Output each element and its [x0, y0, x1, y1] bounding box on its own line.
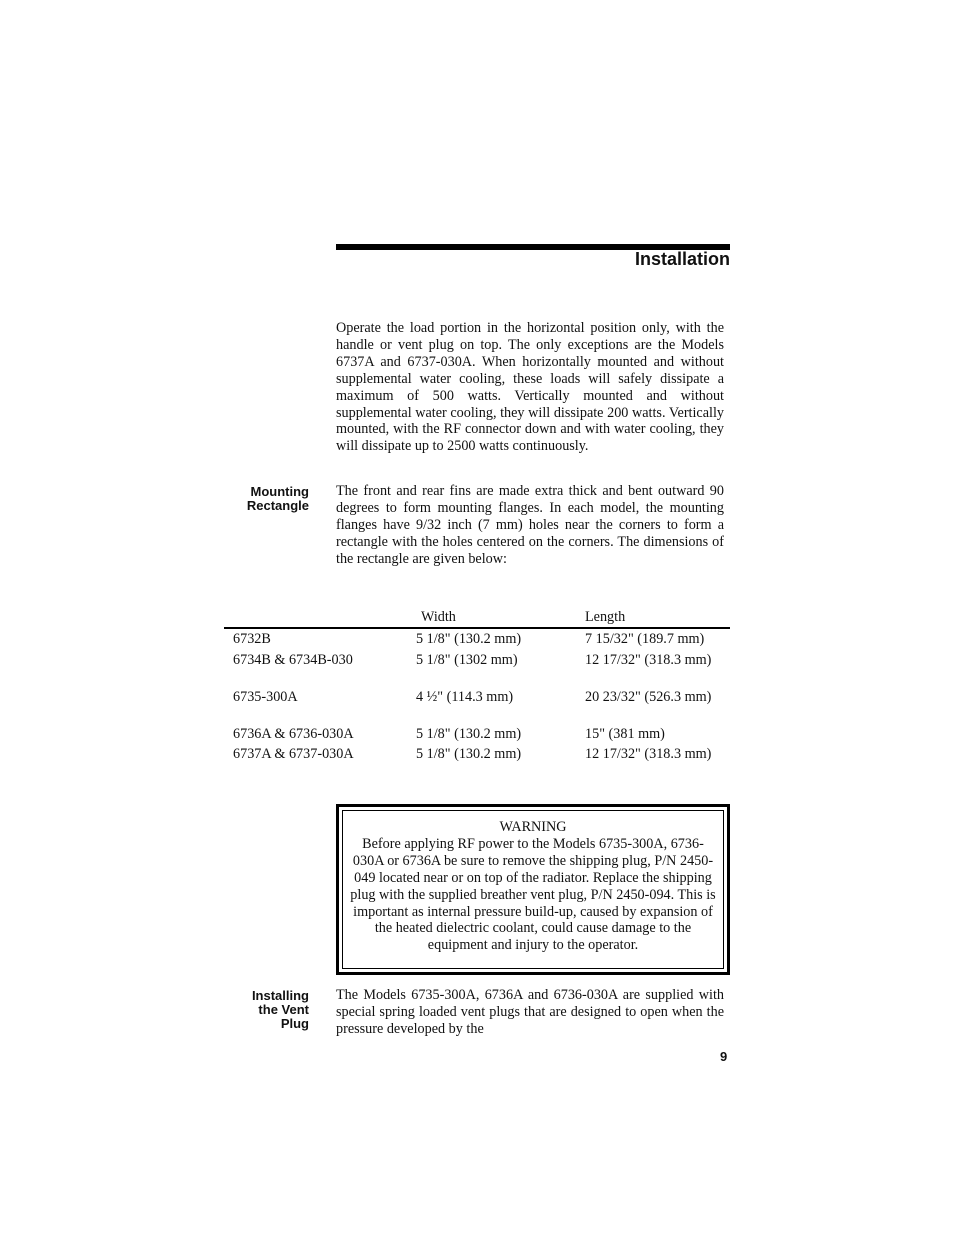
table-row: [224, 746, 730, 783]
cell-width: 5 1/8" (130.2 mm): [416, 631, 522, 647]
mounting-paragraph: The front and rear fins are made extra thick and bent outward 90 degrees to form mounting flanges. In each model, the mounting flanges have 9/32 inch (7 mm) holes near the corners to form a rectangle with the holes centered on the corners. The dimensions of the rectangle are given below:: [336, 483, 724, 567]
cell-width: 4 ½" (114.3 mm): [416, 689, 514, 705]
column-header-width: Width: [421, 609, 456, 625]
heading-line: the Vent: [258, 1002, 309, 1017]
cell-model: 6736A & 6736-030A: [233, 726, 354, 742]
cell-length: 12 17/32" (318.3 mm): [585, 746, 712, 762]
cell-length: 20 23/32" (526.3 mm): [585, 689, 712, 705]
dimensions-table: [224, 608, 730, 783]
warning-content: [348, 819, 718, 954]
cell-model: 6734B & 6734B-030: [233, 652, 353, 668]
cell-width: 5 1/8" (1302 mm): [416, 652, 518, 668]
warning-text: Before applying RF power to the Models 6735-300A, 6736-030A or 6736A be sure to remove the shipping plug, P/N 2450-049 located near or on top of the radiator. Replace the shipping plug with the supplied breather vent plug, P/N 2450-094. This is important as internal pressure build-up, caused by expansion of the heated dielectric coolant, could cause damage to the equipment and injury to the operator.: [350, 835, 716, 954]
warning-inner-border: [342, 810, 724, 969]
vent-paragraph: The Models 6735-300A, 6736A and 6736-030A are supplied with special spring loaded vent plugs that are designed to open when the pressure developed by the: [336, 987, 724, 1037]
table-row: [224, 652, 730, 689]
cell-width: 5 1/8" (130.2 mm): [416, 726, 522, 742]
page-number: 9: [720, 1049, 728, 1064]
warning-box: [336, 804, 730, 975]
mounting-rectangle-heading: [189, 485, 309, 513]
table-row: [224, 631, 730, 652]
column-header-length: Length: [585, 609, 626, 625]
table-row: [224, 726, 730, 746]
heading-line: Mounting: [250, 484, 309, 499]
heading-line: Plug: [280, 1016, 309, 1031]
heading-line: Rectangle: [246, 498, 309, 513]
cell-length: 15" (381 mm): [585, 726, 665, 742]
cell-length: 7 15/32" (189.7 mm): [585, 631, 705, 647]
cell-length: 12 17/32" (318.3 mm): [585, 652, 712, 668]
cell-model: 6735-300A: [233, 689, 298, 705]
cell-model: 6737A & 6737-030A: [233, 746, 354, 762]
cell-model: 6732B: [233, 631, 271, 647]
page-title: Installation: [634, 249, 730, 269]
intro-paragraph: Operate the load portion in the horizontal position only, with the handle or vent plug on top. The only exceptions are the Models 6737A and 6737-030A. When horizontally mounted and without supplemental water cooling, these loads will safely dissipate a maximum of 500 watts. Vertically mounted and without supplemental water cooling, they will dissipate 200 watts. Vertically mounted, with the RF connector down and with water cooling, they will dissipate up to 2500 watts continuously.: [336, 320, 724, 455]
heading-line: Installing: [251, 988, 309, 1003]
cell-width: 5 1/8" (130.2 mm): [416, 746, 522, 762]
table-header: [224, 608, 730, 629]
installing-vent-plug-heading: [189, 989, 309, 1031]
table-row: [224, 689, 730, 726]
warning-title: WARNING: [499, 819, 567, 835]
